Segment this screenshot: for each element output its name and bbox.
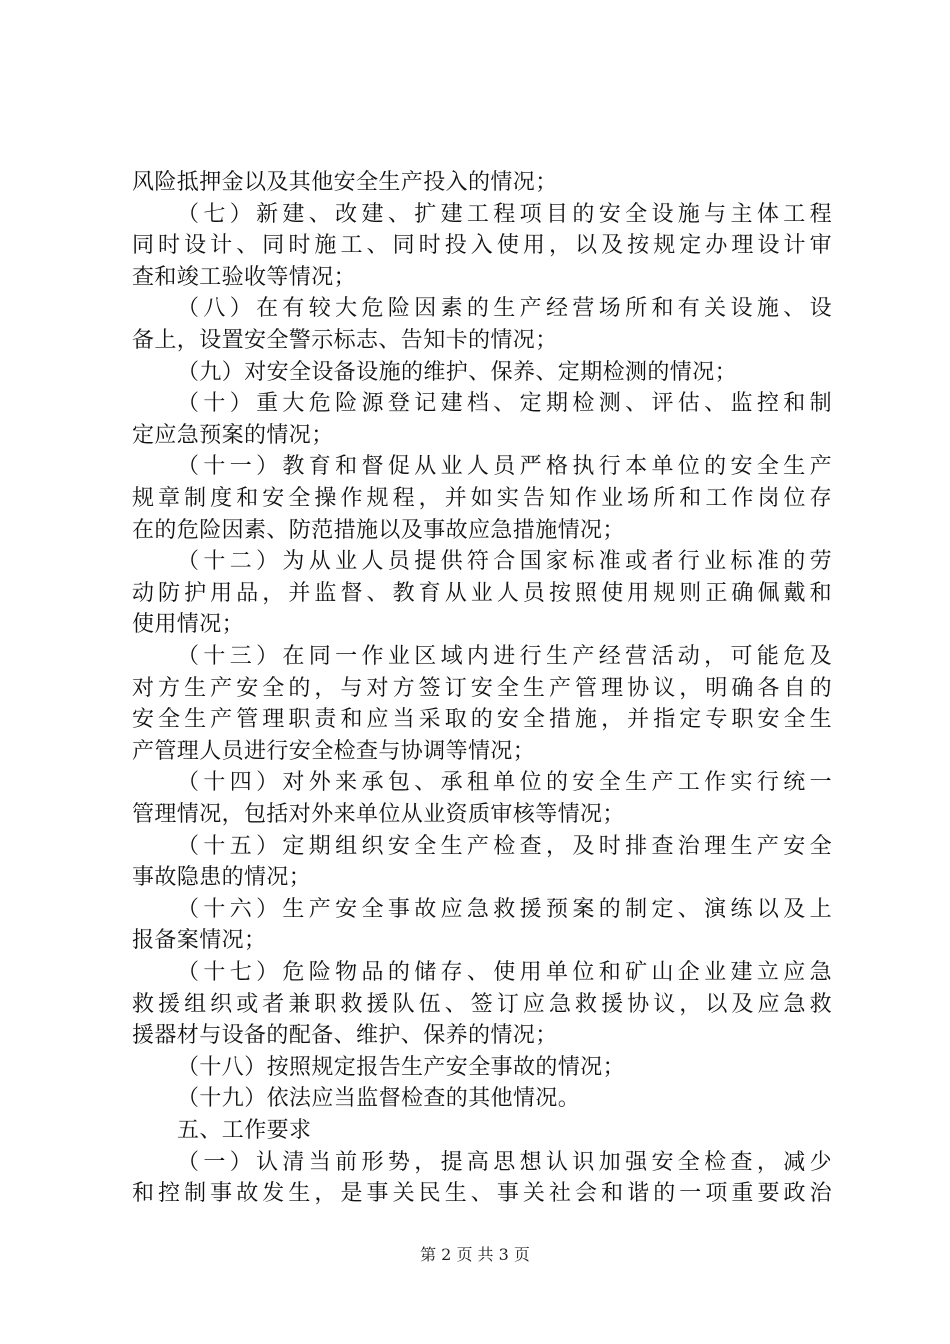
text-line-15: 使用情况； (132, 612, 245, 638)
text-line-33: 和控制事故发生，是事关民生、事关社会和谐的一项重要政治 (132, 1181, 832, 1207)
text-line-27: 救援组织或者兼职救援队伍、签订应急救援协议，以及应急救 (132, 991, 832, 1017)
text-line-23: 事故隐患的情况； (132, 865, 312, 891)
text-line-2: （七）新建、改建、扩建工程项目的安全设施与主体工程 (177, 201, 832, 227)
text-line-9: 定应急预案的情况； (132, 422, 334, 448)
text-line-17: 对方生产安全的，与对方签订安全生产管理协议，明确各自的 (132, 675, 832, 701)
text-line-12: 在的危险因素、防范措施以及事故应急措施情况； (132, 517, 625, 543)
text-line-24: （十六）生产安全事故应急救援预案的制定、演练以及上 (177, 896, 832, 922)
text-line-5: （八）在有较大危险因素的生产经营场所和有关设施、设 (177, 296, 832, 322)
text-line-18: 安全生产管理职责和应当采取的安全措施，并指定专职安全生 (132, 707, 832, 733)
text-line-13: （十二）为从业人员提供符合国家标准或者行业标准的劳 (177, 549, 832, 575)
text-line-28: 援器材与设备的配备、维护、保养的情况； (132, 1023, 558, 1049)
text-line-1: 风险抵押金以及其他安全生产投入的情况； (132, 170, 558, 195)
text-line-30: （十九）依法应当监督检查的其他情况。 (177, 1086, 581, 1112)
text-line-21: 管理情况，包括对外来单位从业资质审核等情况； (132, 802, 625, 827)
text-line-20: （十四）对外来承包、承租单位的安全生产工作实行统一 (177, 770, 832, 796)
text-line-8: （十）重大危险源登记建档、定期检测、评估、监控和制 (177, 391, 832, 417)
text-line-29: （十八）按照规定报告生产安全事故的情况； (177, 1054, 626, 1080)
text-line-26: （十七）危险物品的储存、使用单位和矿山企业建立应急 (177, 960, 832, 985)
text-line-16: （十三）在同一作业区域内进行生产经营活动，可能危及 (177, 644, 832, 669)
text-line-4: 查和竣工验收等情况； (132, 264, 357, 290)
text-line-25: 报备案情况； (132, 928, 267, 954)
text-line-31: 五、工作要求 (177, 1118, 312, 1143)
text-line-19: 产管理人员进行安全检查与协调等情况； (132, 738, 536, 764)
text-line-6: 备上，设置安全警示标志、告知卡的情况； (132, 328, 558, 353)
text-line-22: （十五）定期组织安全生产检查，及时排查治理生产安全 (177, 833, 832, 859)
text-line-14: 动防护用品，并监督、教育从业人员按照使用规则正确佩戴和 (132, 580, 832, 606)
text-line-10: （十一）教育和督促从业人员严格执行本单位的安全生产 (177, 454, 832, 480)
page-footer: 第 2 页 共 3 页 (420, 1245, 530, 1264)
text-line-7: （九）对安全设备设施的维护、保养、定期检测的情况； (177, 359, 738, 385)
text-line-3: 同时设计、同时施工、同时投入使用，以及按规定办理设计审 (132, 233, 832, 259)
text-line-11: 规章制度和安全操作规程，并如实告知作业场所和工作岗位存 (132, 486, 832, 511)
text-line-32: （一）认清当前形势，提高思想认识加强安全检查，减少 (177, 1149, 832, 1175)
